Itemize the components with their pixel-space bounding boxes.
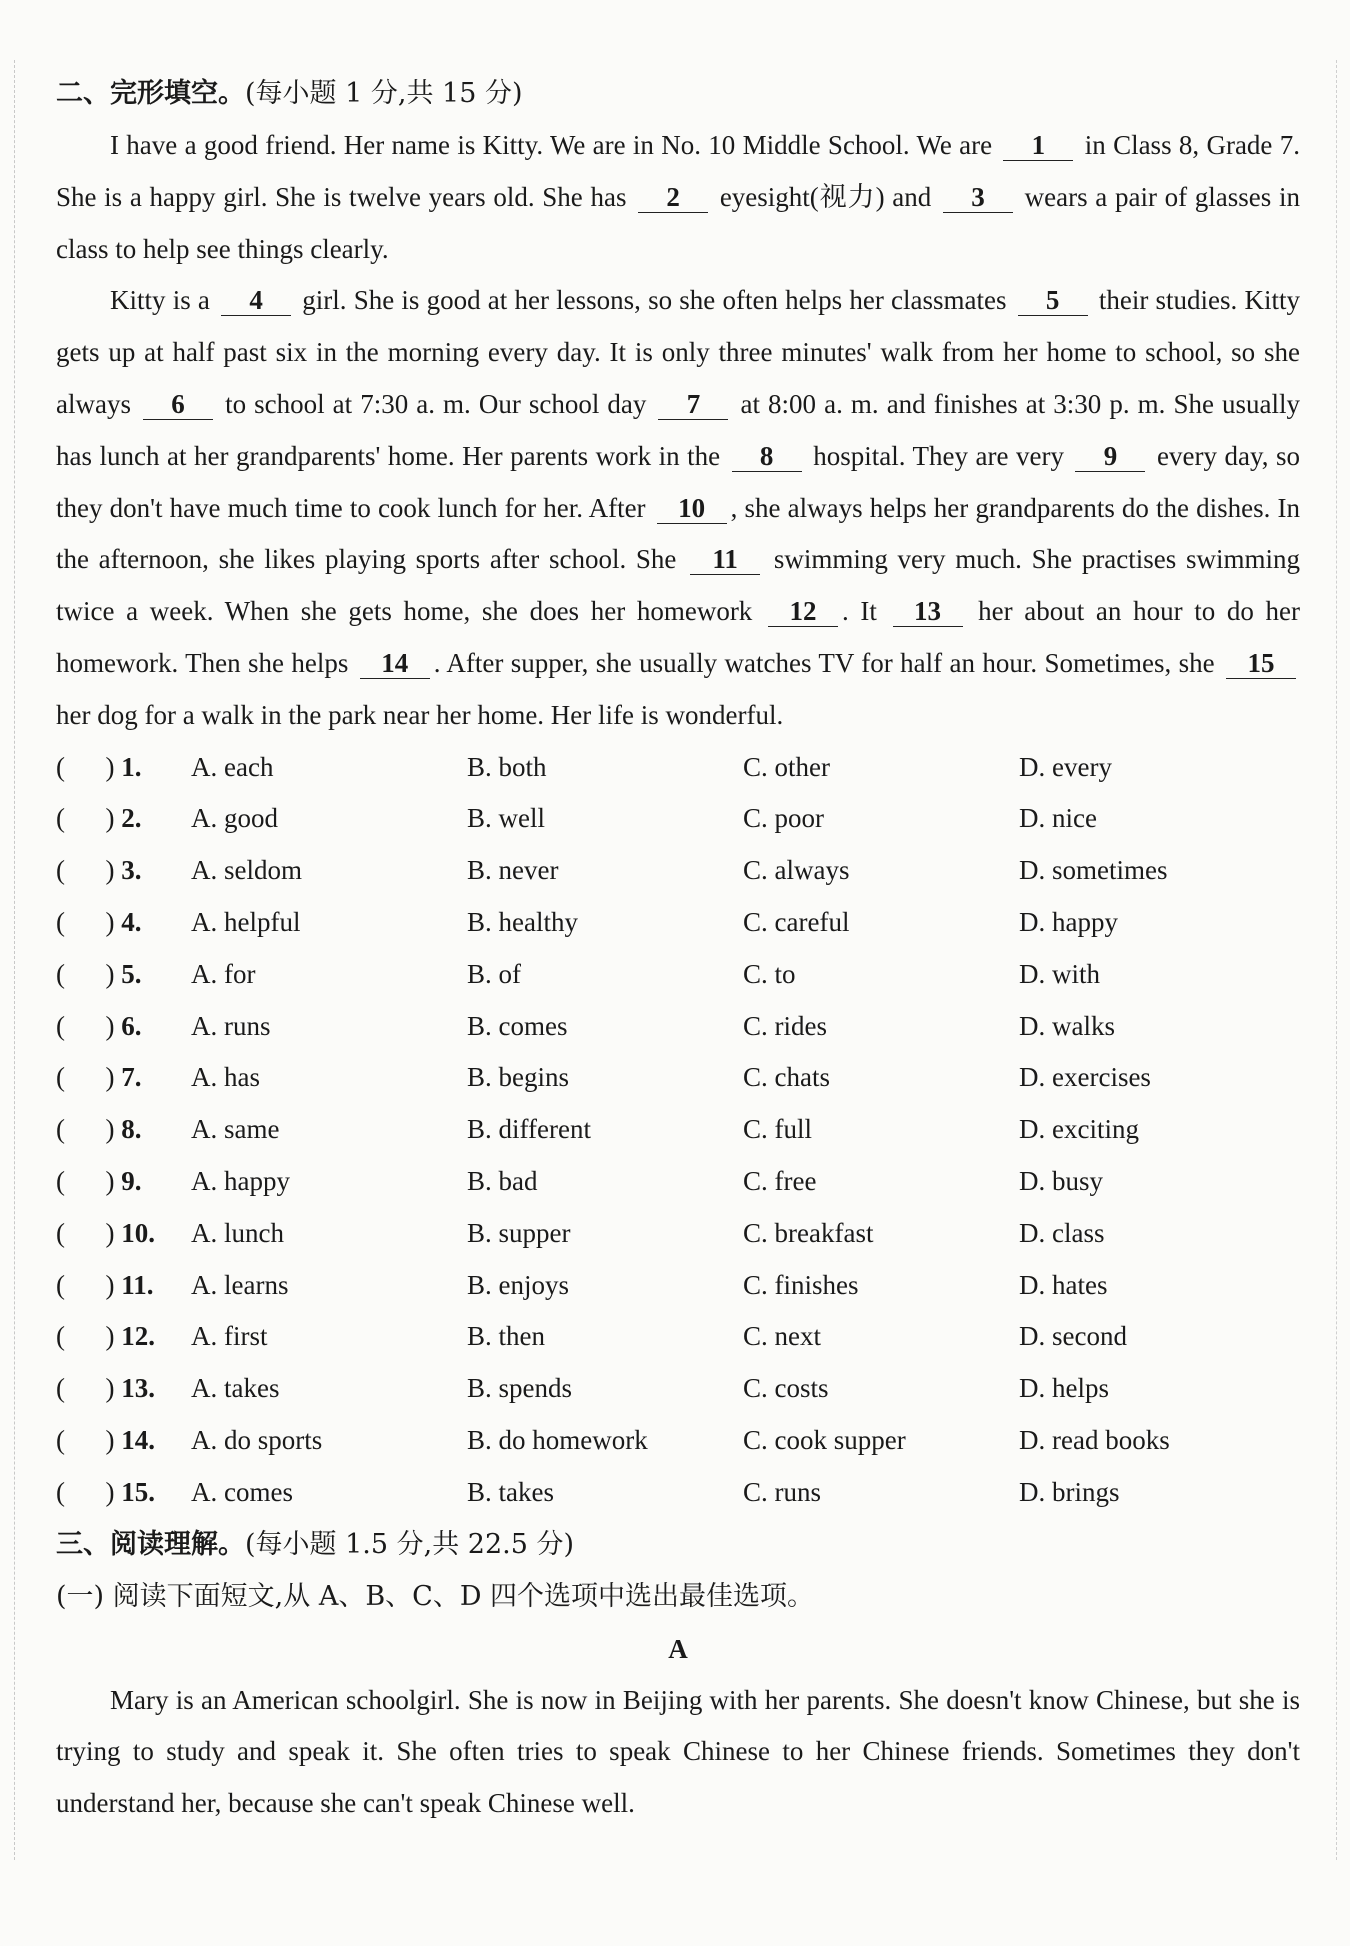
answer-bracket[interactable]: ( ) 8. (56, 1114, 142, 1145)
option-d[interactable]: D. nice (1019, 803, 1097, 834)
option-d[interactable]: D. hates (1019, 1269, 1108, 1300)
answer-bracket[interactable]: ( ) 15. (56, 1476, 155, 1507)
section-title: 三、阅读理解。 (56, 1528, 245, 1560)
answer-bracket[interactable]: ( ) 2. (56, 803, 142, 834)
blank-13[interactable]: 13 (893, 596, 963, 627)
option-d[interactable]: D. brings (1019, 1476, 1120, 1507)
option-b[interactable]: B. both (467, 751, 547, 782)
option-c[interactable]: C. runs (743, 1476, 822, 1507)
option-a[interactable]: A. learns (191, 1269, 289, 1300)
option-a[interactable]: A. seldom (191, 855, 302, 886)
option-row (56, 1052, 1300, 1104)
text: . It (841, 596, 889, 627)
answer-bracket[interactable]: ( ) 12. (56, 1321, 155, 1352)
blank-4[interactable]: 4 (221, 285, 291, 316)
option-row (56, 1156, 1300, 1208)
text: in Class 8, Grade 7. She is a happy girl. She is twelve years old. She has (56, 130, 1300, 212)
option-a[interactable]: A. has (191, 1062, 260, 1093)
option-row (56, 949, 1300, 1001)
answer-bracket[interactable]: ( ) 3. (56, 855, 142, 886)
blank-6[interactable]: 6 (143, 389, 213, 420)
text: every day, so they don't have much time to cook lunch for her. After (56, 440, 1300, 523)
blank-15[interactable]: 15 (1226, 648, 1296, 679)
text: her dog for a walk in the park near her home. Her life is wonderful. (56, 699, 784, 730)
option-row (56, 1467, 1300, 1519)
option-c[interactable]: C. other (743, 751, 830, 782)
option-row (56, 1260, 1300, 1312)
text: swimming very much. She practises swimming twice a week. When she gets home, she does her homework (56, 544, 1300, 627)
blank-14[interactable]: 14 (360, 648, 430, 679)
option-row (56, 1311, 1300, 1363)
answer-bracket[interactable]: ( ) 4. (56, 906, 142, 937)
option-b[interactable]: B. do homework (467, 1424, 648, 1455)
text: to school at 7:30 a. m. Our school day (217, 388, 655, 419)
option-b[interactable]: B. never (467, 855, 559, 886)
option-c[interactable]: C. full (743, 1114, 813, 1145)
reading-instruction: (一) 阅读下面短文,从 A、B、C、D 四个选项中选出最佳选项。 (56, 1580, 815, 1612)
option-row (56, 1415, 1300, 1467)
option-a[interactable]: A. happy (191, 1165, 290, 1196)
option-d[interactable]: D. second (1019, 1321, 1127, 1352)
text: Kitty is a (110, 285, 218, 316)
section-score: (每小题 1.5 分,共 22.5 分) (245, 1528, 575, 1560)
text: at 8:00 a. m. and finishes at 3:30 p. m. She usually has lunch at her grandparents' home. Her parents work in the (56, 388, 1300, 471)
option-b[interactable]: B. healthy (467, 906, 578, 937)
option-d[interactable]: D. exercises (1019, 1062, 1151, 1093)
exam-page (56, 68, 1300, 1830)
option-b[interactable]: B. takes (467, 1476, 554, 1507)
option-row (56, 1208, 1300, 1260)
option-a[interactable]: A. same (191, 1114, 280, 1145)
option-b[interactable]: B. of (467, 958, 521, 989)
answer-bracket[interactable]: ( ) 10. (56, 1217, 155, 1248)
right-margin-line (1336, 60, 1337, 1860)
passage-title: A (668, 1633, 688, 1664)
option-row (56, 1001, 1300, 1053)
option-row (56, 742, 1300, 794)
section-heading-cloze (56, 68, 1300, 120)
blank-9[interactable]: 9 (1075, 441, 1145, 472)
option-a[interactable]: A. each (191, 751, 274, 782)
answer-bracket[interactable]: ( ) 13. (56, 1373, 155, 1404)
option-a[interactable]: A. first (191, 1321, 268, 1352)
option-c[interactable]: C. always (743, 855, 850, 886)
option-b[interactable]: B. well (467, 803, 545, 834)
blank-12[interactable]: 12 (768, 596, 838, 627)
answer-bracket[interactable]: ( ) 14. (56, 1424, 155, 1455)
option-c[interactable]: C. to (743, 958, 796, 989)
section-heading-reading (56, 1519, 1300, 1571)
answer-bracket[interactable]: ( ) 1. (56, 751, 142, 782)
option-d[interactable]: D. walks (1019, 1010, 1115, 1041)
option-c[interactable]: C. free (743, 1165, 817, 1196)
option-a[interactable]: A. good (191, 803, 278, 834)
option-a[interactable]: A. do sports (191, 1424, 323, 1455)
text: I have a good friend. Her name is Kitty. We are in No. 10 Middle School. We are (110, 130, 1000, 160)
text: wears a pair of glasses in class to help see things clearly. (56, 181, 1300, 264)
option-row (56, 793, 1300, 845)
cloze-paragraph-2 (56, 275, 1300, 741)
option-a[interactable]: A. for (191, 958, 256, 989)
option-c[interactable]: C. next (743, 1321, 821, 1352)
option-c[interactable]: C. finishes (743, 1269, 859, 1300)
option-a[interactable]: A. takes (191, 1373, 280, 1404)
blank-10[interactable]: 10 (657, 493, 727, 524)
option-d[interactable]: D. sometimes (1019, 855, 1168, 886)
text: her about an hour to do her homework. Then she helps (56, 596, 1300, 678)
blank-11[interactable]: 11 (690, 544, 760, 575)
blank-1[interactable]: 1 (1003, 130, 1073, 161)
option-b[interactable]: B. spends (467, 1373, 573, 1404)
cloze-paragraph-1 (56, 120, 1300, 275)
option-d[interactable]: D. with (1019, 958, 1100, 989)
option-row (56, 897, 1300, 949)
blank-7[interactable]: 7 (658, 389, 728, 420)
section-score: (每小题 1 分,共 15 分) (245, 78, 523, 109)
option-row (56, 1104, 1300, 1156)
left-margin-line (14, 60, 15, 1860)
option-a[interactable]: A. helpful (191, 906, 301, 937)
blank-3[interactable]: 3 (943, 182, 1013, 213)
text: . After supper, she usually watches TV for half an hour. Sometimes, she (433, 647, 1222, 678)
option-c[interactable]: C. poor (743, 803, 824, 834)
option-c[interactable]: C. costs (743, 1373, 829, 1404)
option-c[interactable]: C. careful (743, 906, 850, 937)
option-d[interactable]: D. exciting (1019, 1114, 1139, 1145)
option-b[interactable]: B. enjoys (467, 1269, 570, 1300)
answer-bracket[interactable]: ( ) 6. (56, 1010, 142, 1041)
option-b[interactable]: B. begins (467, 1062, 570, 1093)
answer-bracket[interactable]: ( ) 9. (56, 1165, 142, 1196)
option-b[interactable]: B. different (467, 1114, 591, 1145)
option-row (56, 1363, 1300, 1415)
option-a[interactable]: A. runs (191, 1010, 271, 1041)
option-b[interactable]: B. comes (467, 1010, 568, 1041)
blank-5[interactable]: 5 (1018, 285, 1088, 316)
option-c[interactable]: C. cook supper (743, 1424, 906, 1455)
option-a[interactable]: A. lunch (191, 1217, 284, 1248)
answer-bracket[interactable]: ( ) 5. (56, 958, 142, 989)
reading-paragraph-1: Mary is an American schoolgirl. She is now in Beijing with her parents. She doesn't know Chinese, but she is trying to study and speak it. She often tries to speak Chinese to her Chinese friends. Sometimes they don't understand her, because she can't speak Chinese well. (56, 1684, 1300, 1819)
option-c[interactable]: C. rides (743, 1010, 827, 1041)
answer-bracket[interactable]: ( ) 7. (56, 1062, 142, 1093)
option-a[interactable]: A. comes (191, 1476, 293, 1507)
option-d[interactable]: D. busy (1019, 1165, 1104, 1196)
option-b[interactable]: B. then (467, 1321, 545, 1352)
option-d[interactable]: D. helps (1019, 1373, 1109, 1404)
option-b[interactable]: B. supper (467, 1217, 571, 1248)
option-d[interactable]: D. read books (1019, 1424, 1170, 1455)
options-list (56, 742, 1300, 1519)
section-title: 二、完形填空。 (56, 78, 245, 109)
option-row (56, 845, 1300, 897)
option-d[interactable]: D. every (1019, 751, 1112, 782)
text: , she always helps her grandparents do the dishes. In the afternoon, she likes playing sports after school. She (56, 492, 1300, 575)
text: their studies. Kitty gets up at half past six in the morning every day. It is only three minutes' walk from her home to school, so she always (56, 285, 1300, 419)
blank-8[interactable]: 8 (732, 441, 802, 472)
option-c[interactable]: C. breakfast (743, 1217, 874, 1248)
option-b[interactable]: B. bad (467, 1165, 538, 1196)
blank-2[interactable]: 2 (638, 182, 708, 213)
option-d[interactable]: D. happy (1019, 906, 1118, 937)
option-d[interactable]: D. class (1019, 1217, 1105, 1248)
option-c[interactable]: C. chats (743, 1062, 830, 1093)
text: eyesight(视力) and (712, 181, 939, 212)
text: girl. She is good at her lessons, so she often helps her classmates (295, 285, 1014, 316)
text: hospital. They are very (805, 440, 1072, 471)
answer-bracket[interactable]: ( ) 11. (56, 1269, 154, 1300)
